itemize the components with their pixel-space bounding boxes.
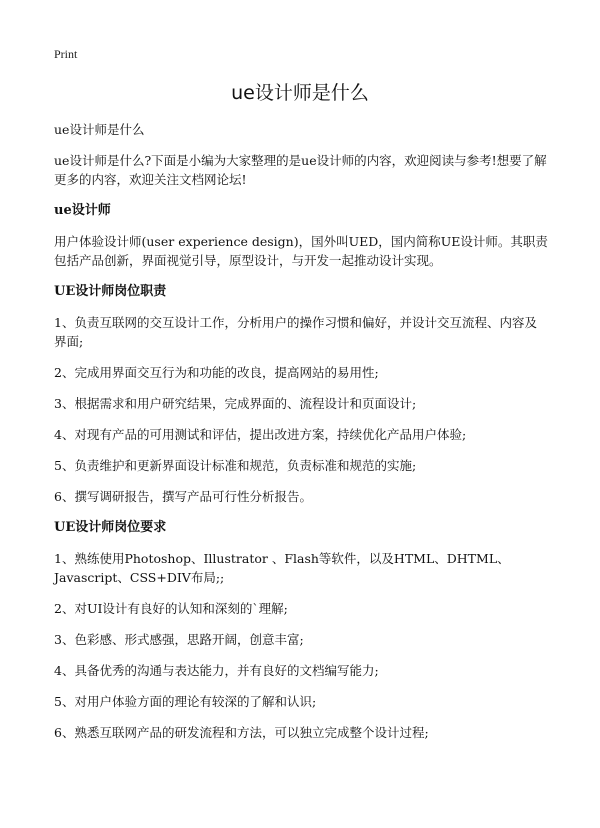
requirement-item: 3、色彩感、形式感强，思路开阔，创意丰富; (54, 632, 304, 647)
responsibility-item: 6、撰写调研报告，撰写产品可行性分析报告。 (54, 489, 312, 504)
definition-paragraph: 用户体验设计师(user experience design)，国外叫UED，国内简称UE设计师。其职责包括产品创新，界面视觉引导，原型设计，与开发一起推动设计实现。 (54, 234, 548, 268)
requirement-item: 6、熟悉互联网产品的研发流程和方法，可以独立完成整个设计过程; (54, 725, 429, 740)
responsibility-item: 3、根据需求和用户研究结果，完成界面的、流程设计和页面设计; (54, 396, 417, 411)
requirement-item: 4、具备优秀的沟通与表达能力，并有良好的文档编写能力; (54, 663, 379, 678)
intro-paragraph: ue设计师是什么?下面是小编为大家整理的是ue设计师的内容，欢迎阅读与参考!想要了解更多的内容，欢迎关注文档网论坛! (54, 153, 547, 187)
responsibility-item: 4、对现有产品的可用测试和评估，提出改进方案，持续优化产品用户体验; (54, 427, 467, 442)
document-body (54, 120, 549, 754)
document-subtitle: ue设计师是什么 (54, 122, 145, 137)
document-title: ue设计师是什么 (231, 82, 369, 104)
responsibility-item: 2、完成用界面交互行为和功能的改良，提高网站的易用性; (54, 365, 379, 380)
requirement-item: 5、对用户体验方面的理论有较深的了解和认识; (54, 694, 317, 709)
requirement-item: 1、熟练使用Photoshop、Illustrator 、Flash等软件，以及HTML、DHTML、Javascript、CSS+DIV布局;; (54, 551, 510, 585)
responsibility-item: 5、负责维护和更新界面设计标准和规范，负责标准和规范的实施; (54, 458, 417, 473)
section-heading-requirements: UE设计师岗位要求 (54, 520, 167, 535)
requirement-item: 2、对UI设计有良好的认知和深刻的`理解; (54, 601, 288, 616)
section-heading-ue-designer: ue设计师 (54, 203, 111, 218)
responsibility-item: 1、负责互联网的交互设计工作，分析用户的操作习惯和偏好，并设计交互流程、内容及界面; (54, 315, 537, 349)
section-heading-responsibilities: UE设计师岗位职责 (54, 284, 167, 299)
print-label: Print (54, 47, 78, 61)
